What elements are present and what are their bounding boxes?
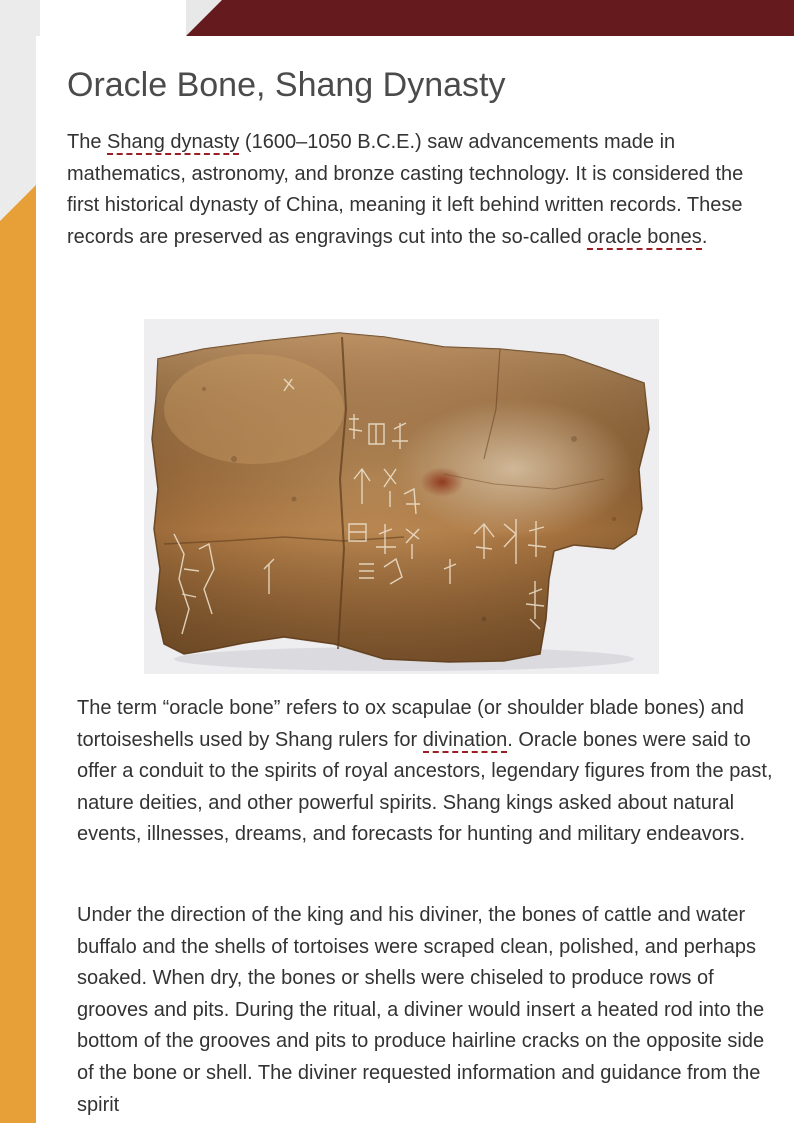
page-title: Oracle Bone, Shang Dynasty [67, 66, 506, 104]
paragraph-text: The term “oracle bone” refers to ox scapulae (or shoulder blade bones) and tortoiseshells used by Shang rulers for [77, 697, 745, 751]
paragraph-intro [67, 127, 777, 253]
glossary-link-shang-dynasty[interactable]: Shang dynasty [107, 131, 240, 153]
oracle-bone-illustration [144, 319, 659, 674]
sidebar-accent-bar [0, 185, 36, 1123]
sidebar-accent-cap [0, 185, 36, 221]
paragraph-text: The [67, 131, 108, 153]
glossary-link-oracle-bones[interactable]: oracle bones [587, 225, 702, 248]
paragraph-text: . Oracle bones were said to offer a conduit to the spirits of royal ancestors, legendary figures from the past, nature deities, and other powerful spirits. Shang kings asked about natural events, illnesses, dreams, and forecasts for hunting and military endeavors. [77, 728, 773, 846]
glossary-link-divination[interactable]: divination [422, 728, 508, 751]
header-band-corner [186, 0, 222, 36]
header-band [186, 0, 794, 36]
paragraph-text: (1600–1050 B.C.E.) saw advancements made in mathematics, astronomy, and bronze casting technology. It is considered the first historical dynasty of China, meaning it left behind written records. These records are preserved as engravings cut into the so-called [67, 131, 744, 248]
paragraph-text: . [701, 225, 708, 248]
oracle-bone-image [144, 319, 659, 674]
paragraph-oracle-bone-term [77, 693, 777, 851]
paragraph-ritual: Under the direction of the king and his diviner, the bones of cattle and water buffalo and the shells of tortoises were scraped clean, polished, and perhaps soaked. When dry, the bones or shells were chiseled to produce rows of grooves and pits. During the ritual, a diviner would insert a heated rod into the bottom of the grooves and pits to produce hairline cracks on the opposite side of the bone or shell. The diviner requested information and guidance from the spirit [77, 904, 765, 1116]
